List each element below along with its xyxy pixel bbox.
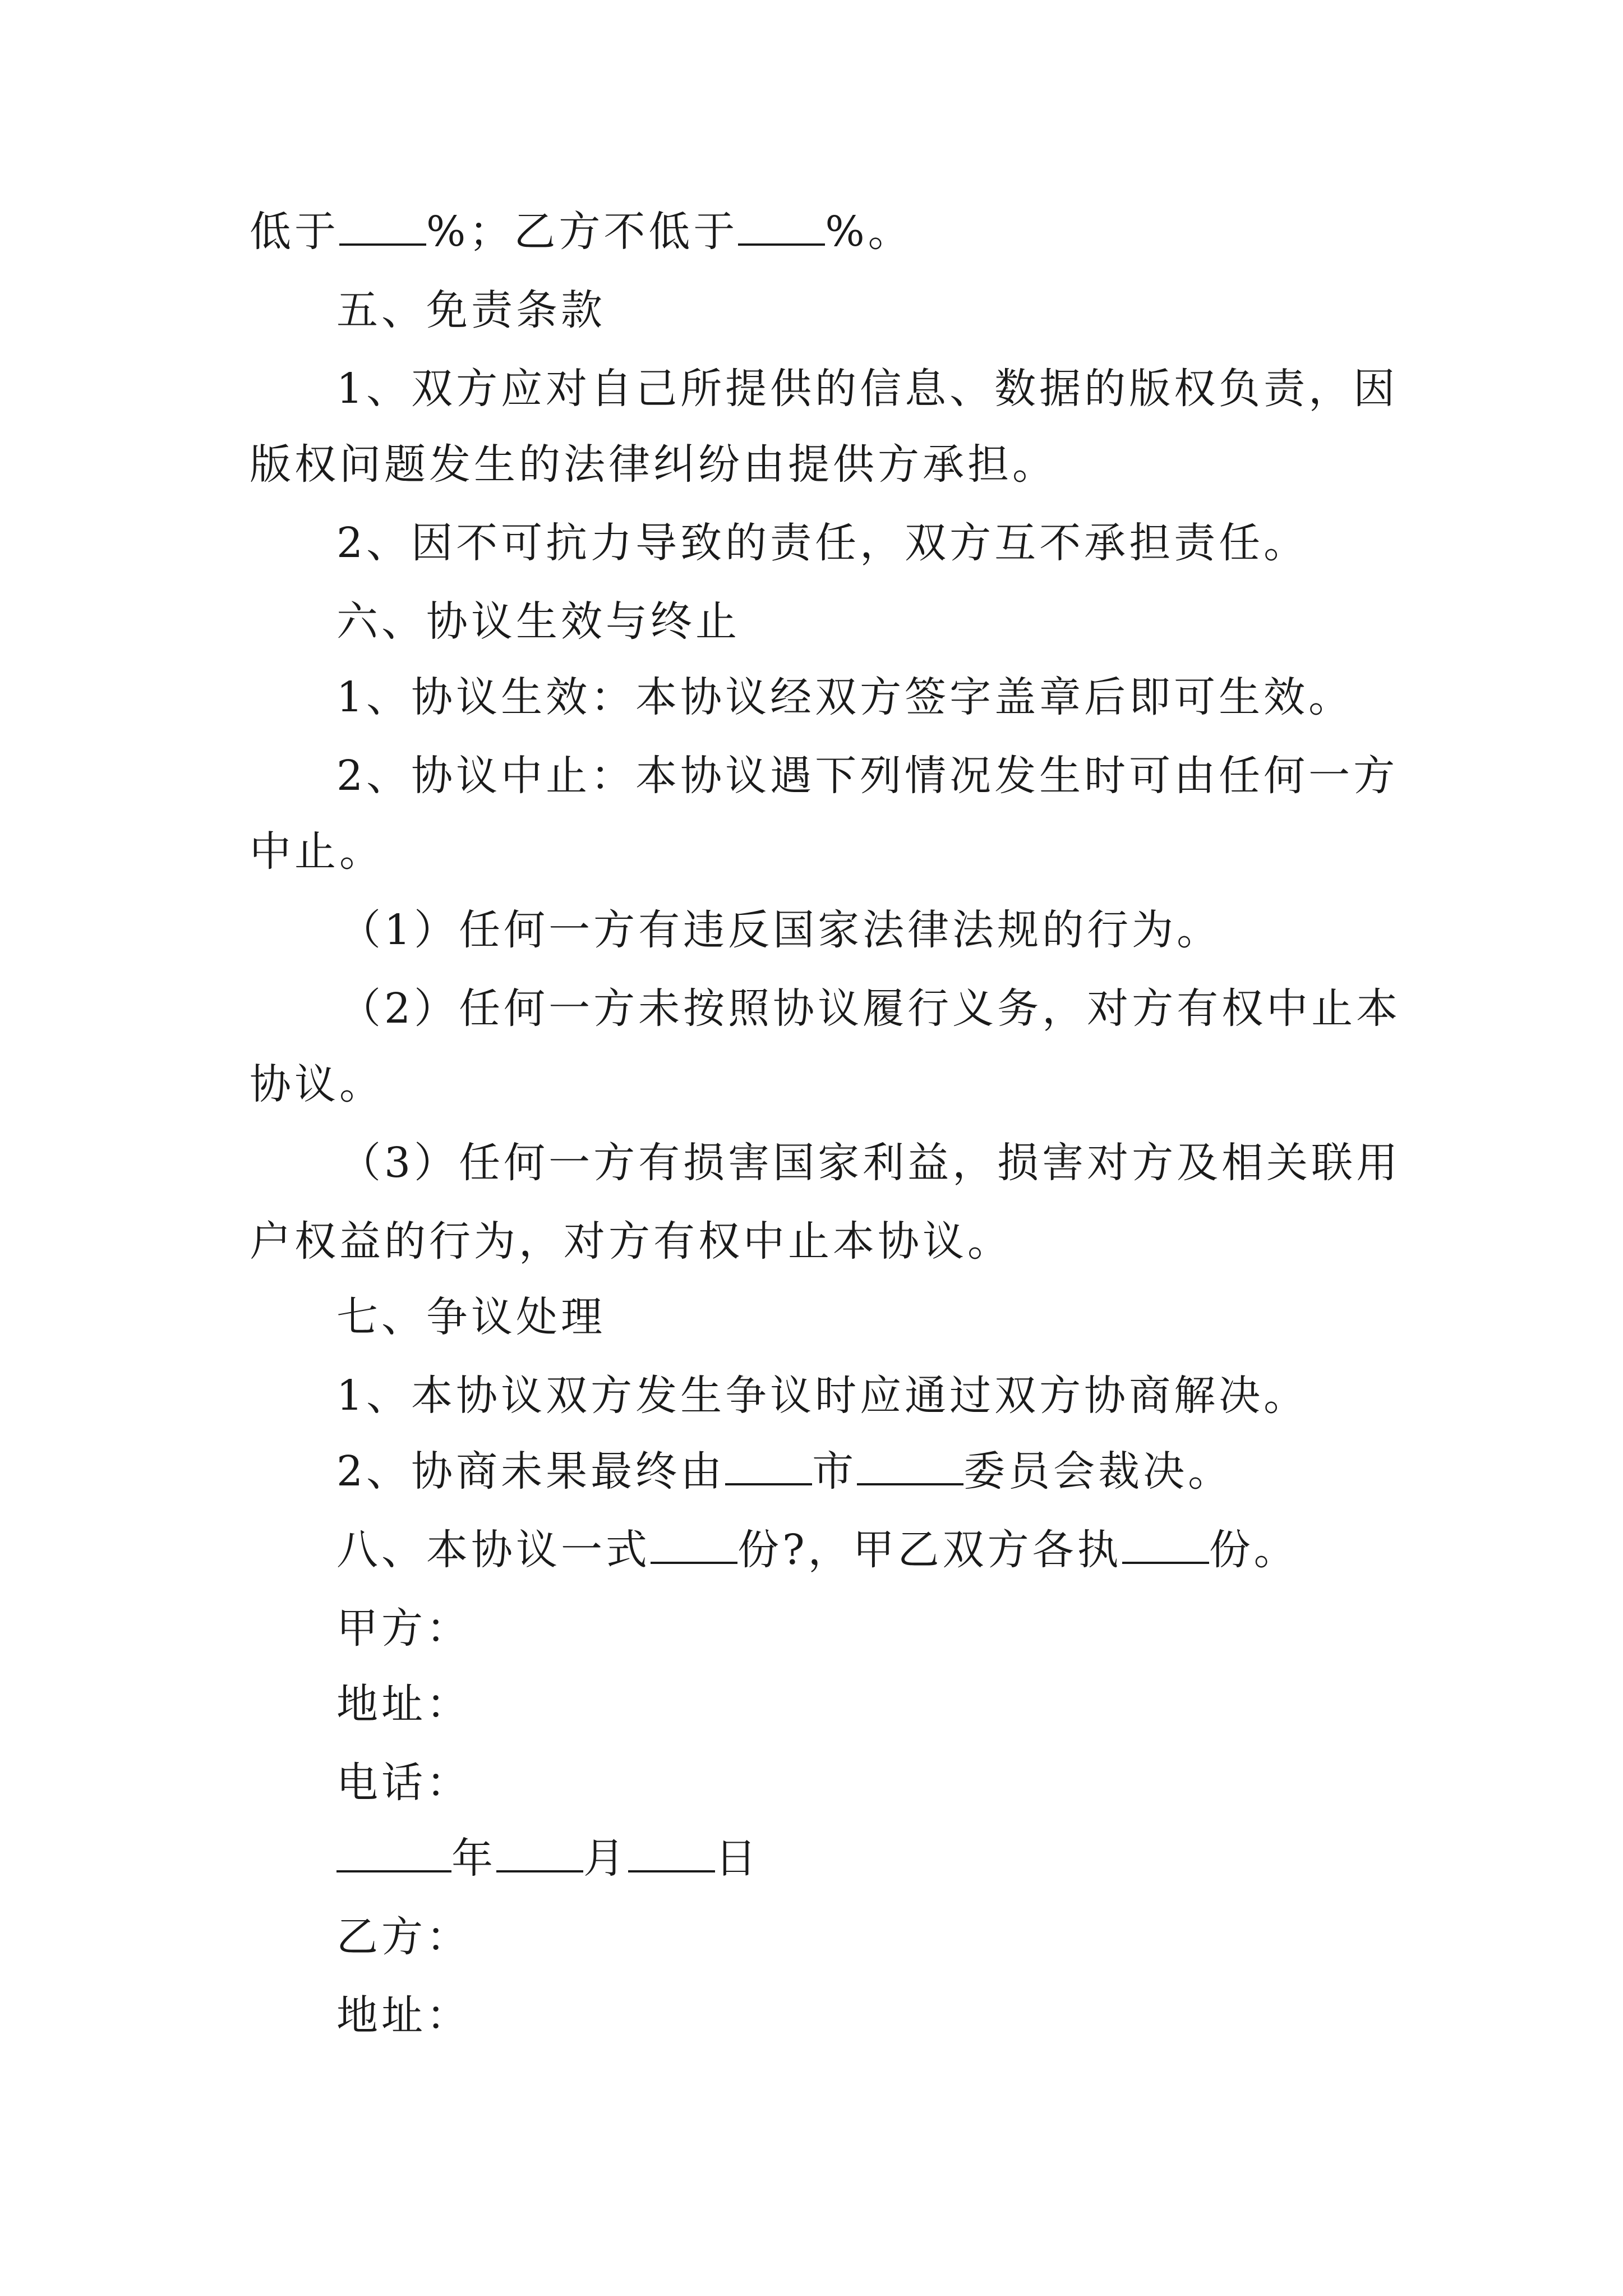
- party-a-date-line: 年 月 日: [336, 1832, 760, 1885]
- item-6-2-3-line2: 户权益的行为，对方有权中止本协议。: [250, 1217, 1012, 1266]
- item-6-2-1: （1）任何一方有违反国家法律法规的行为。: [339, 906, 1222, 954]
- blank-each-party-copies[interactable]: [1122, 1525, 1209, 1564]
- clause-four-continuation: 低于 %；乙方不低于 %。: [250, 208, 913, 256]
- party-a-label: 甲方：: [336, 1604, 471, 1653]
- clause-5-2: 2、因不可抗力导致的责任，双方互不承担责任。: [336, 519, 1309, 567]
- section-heading-seven: 七、争议处理: [336, 1293, 606, 1341]
- blank-year[interactable]: [336, 1833, 451, 1872]
- blank-month[interactable]: [496, 1833, 583, 1872]
- party-a-address-label: 地址：: [336, 1680, 471, 1728]
- clause-5-1-line2: 版权问题发生的法律纠纷由提供方承担。: [250, 440, 1057, 489]
- blank-party-a-percent[interactable]: [339, 206, 426, 246]
- section-eight-copies: 八、本协议一式 份?，甲乙双方各执 份。: [336, 1526, 1299, 1574]
- clause-6-2-line1: 2、协议中止：本协议遇下列情况发生时可由任何一方: [336, 752, 1399, 800]
- party-b-address-label: 地址：: [336, 1991, 471, 2040]
- party-a-phone-label: 电话：: [336, 1759, 471, 1807]
- blank-day[interactable]: [628, 1833, 715, 1872]
- section-heading-six: 六、协议生效与终止: [336, 597, 740, 646]
- clause-5-1-line1: 1、双方应对自己所提供的信息、数据的版权负责，因: [336, 365, 1399, 413]
- blank-committee[interactable]: [857, 1446, 963, 1485]
- item-6-2-3-line1: （3）任何一方有损害国家利益，损害对方及相关联用: [339, 1139, 1401, 1187]
- party-b-label: 乙方：: [336, 1913, 471, 1961]
- section-heading-five: 五、免责条款: [336, 286, 606, 334]
- item-6-2-2-line2: 协议。: [250, 1060, 384, 1108]
- item-6-2-2-line1: （2）任何一方未按照协议履行义务，对方有权中止本: [339, 984, 1401, 1033]
- clause-7-2: 2、协商未果最终由 市 委员会裁决。: [336, 1447, 1233, 1496]
- clause-6-1: 1、协议生效：本协议经双方签字盖章后即可生效。: [336, 673, 1354, 721]
- blank-party-b-percent[interactable]: [738, 206, 825, 246]
- blank-city[interactable]: [725, 1446, 812, 1485]
- blank-total-copies[interactable]: [651, 1525, 737, 1564]
- clause-7-1: 1、本协议双方发生争议时应通过双方协商解决。: [336, 1372, 1309, 1420]
- clause-6-2-line2: 中止。: [250, 827, 384, 876]
